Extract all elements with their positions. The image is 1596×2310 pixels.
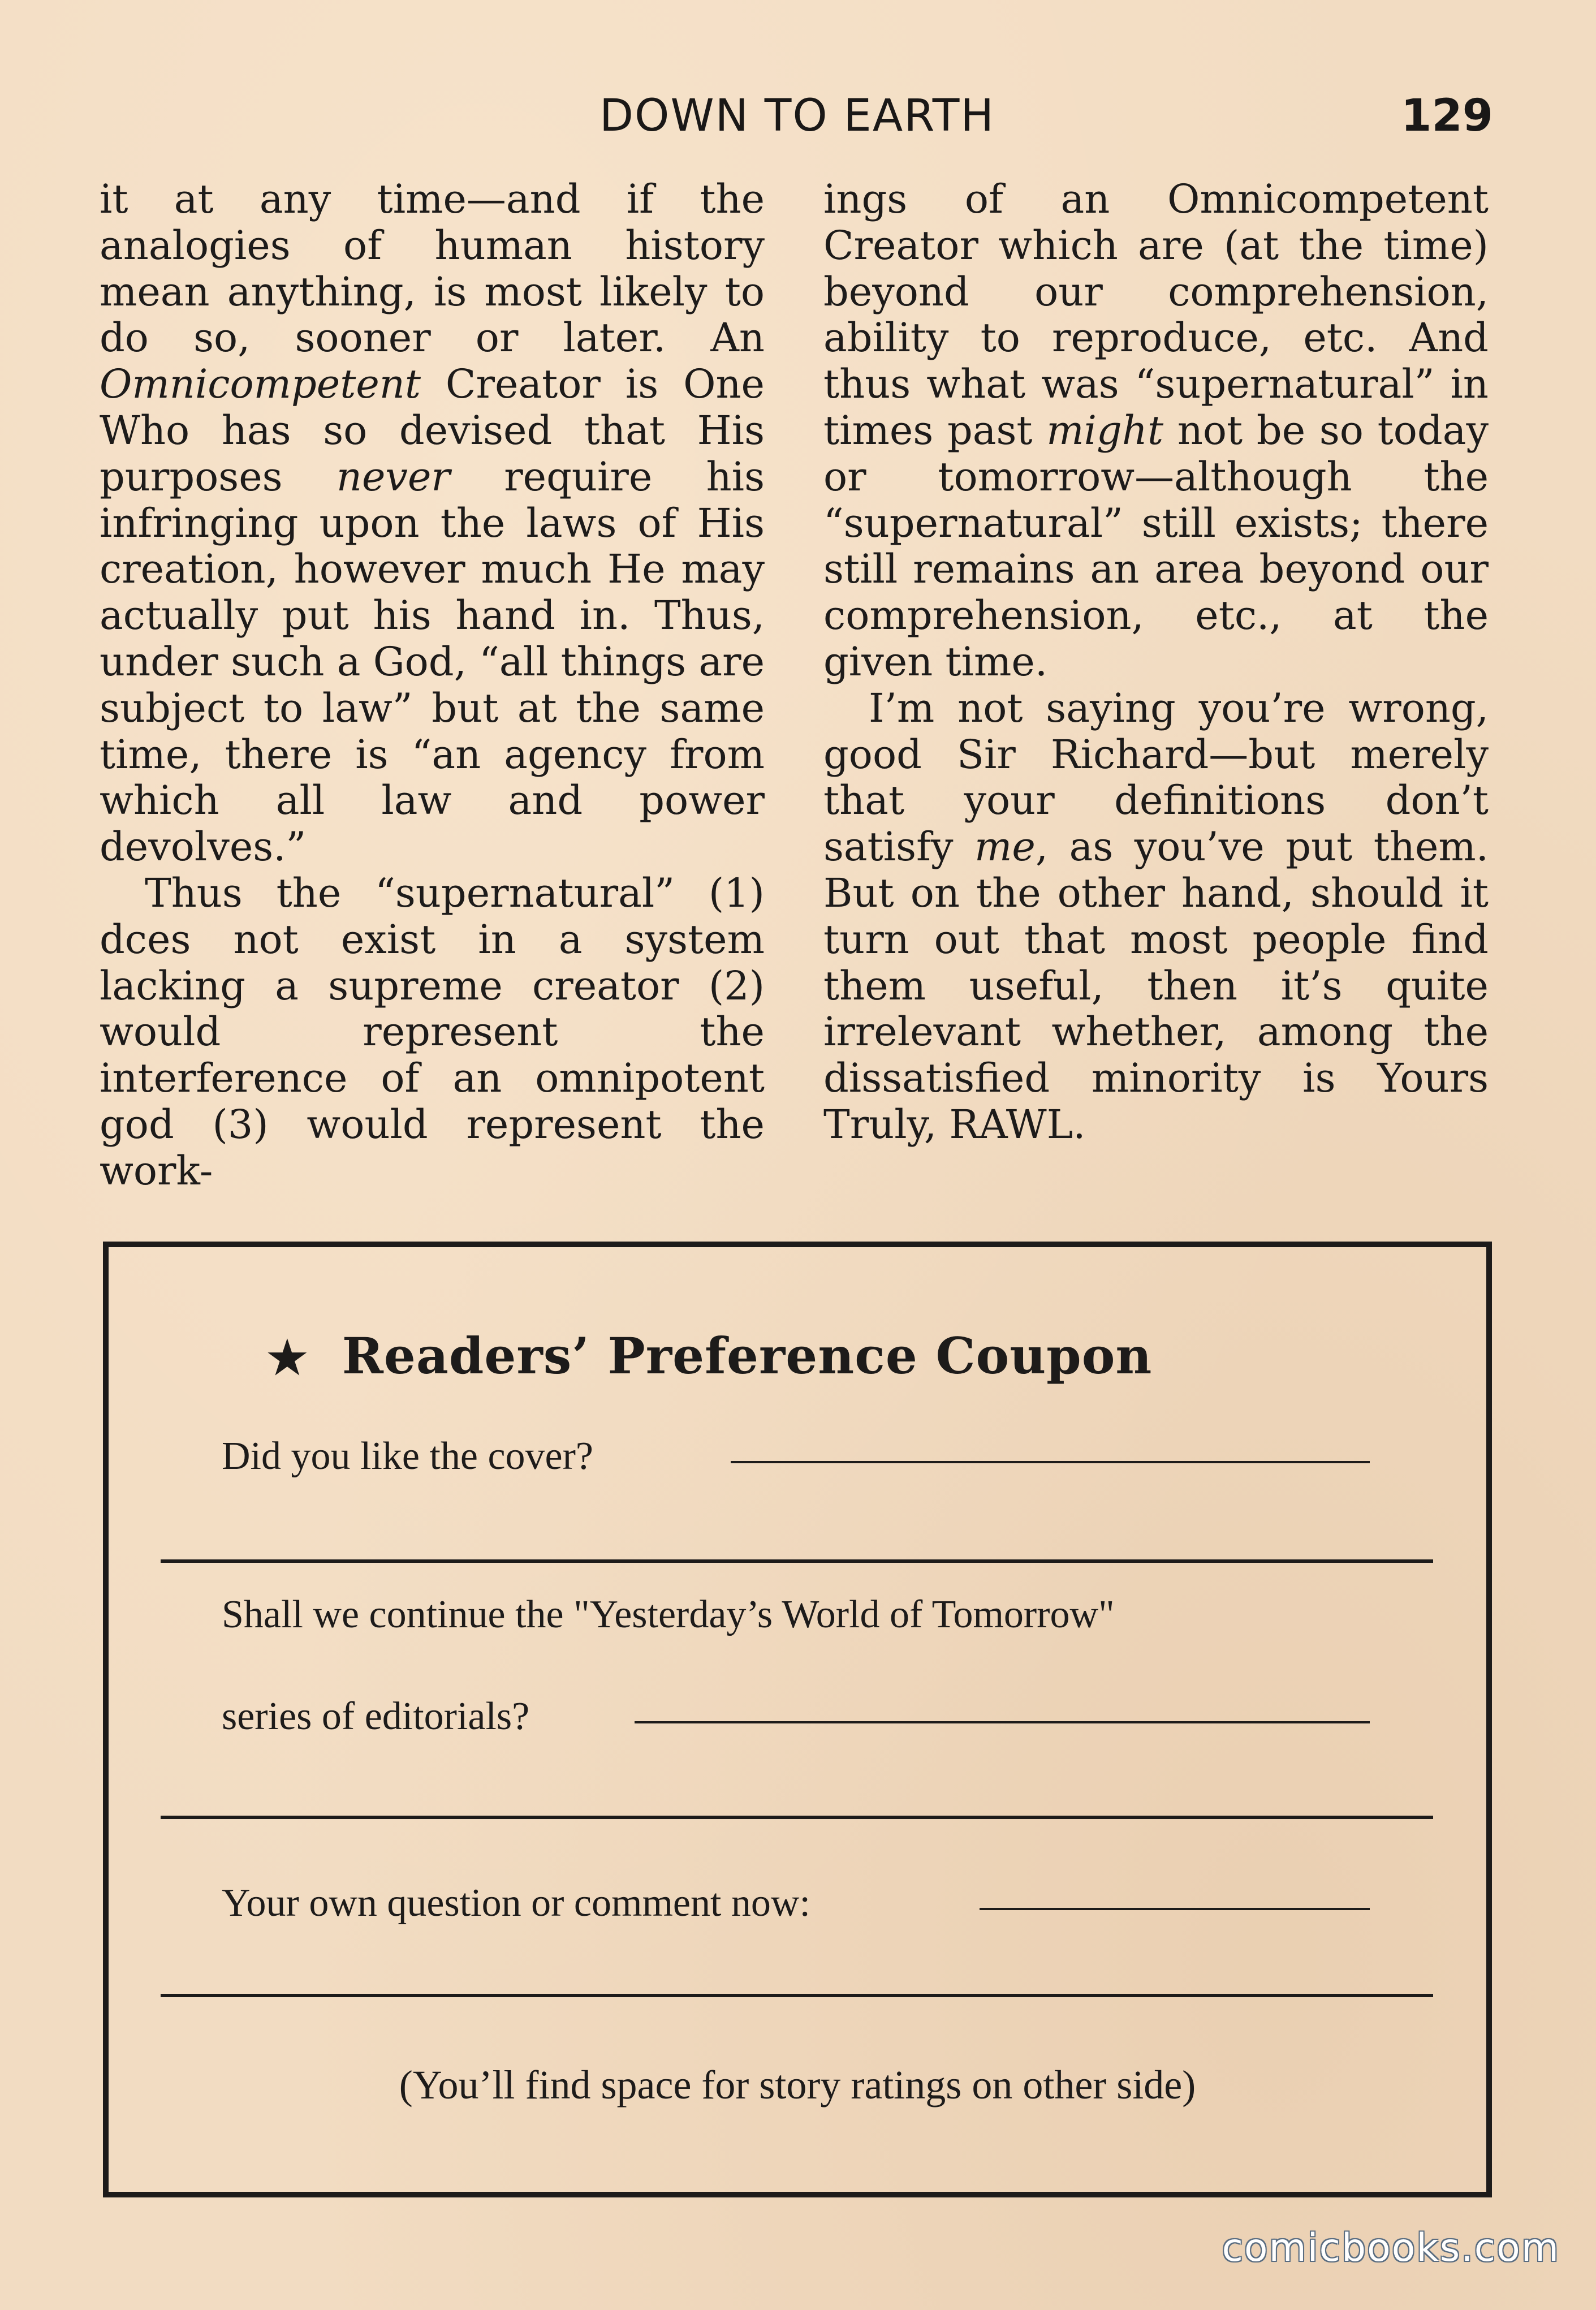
paragraph — [823, 686, 1489, 1148]
question-editorials: Shall we continue the "Yesterday’s World of Tomorrow" — [222, 1593, 1115, 1636]
question-comment: Your own question or comment now: — [222, 1881, 810, 1925]
text-run: Thus the “supernatural” (1) dces not exist in a system lacking a supreme creator (2) would represent the interference of an omnipotent god (3) would represent the work- — [100, 869, 765, 1194]
paragraph — [823, 176, 1489, 686]
text-run: it at any time—and if the analogies of human history mean anything, is most likely to do so, sooner or later. An — [100, 176, 765, 361]
running-title: DOWN TO EARTH — [599, 90, 995, 141]
italic-term: never — [336, 453, 450, 500]
readers-preference-coupon — [103, 1242, 1492, 2197]
question-cover: Did you like the cover? — [222, 1434, 594, 1478]
italic-term: me — [974, 824, 1036, 870]
answer-line-editorials-2[interactable] — [161, 1816, 1433, 1819]
text-run: , as you’ve put them. But on the other hand, should it turn out that most people find them useful, then it’s quite irrelevant whether, among the dissatisfied minority is Yours Truly, RAWL. — [823, 824, 1489, 1148]
watermark: comicbooks.com — [1222, 2226, 1560, 2270]
answer-line-cover[interactable] — [731, 1461, 1370, 1463]
page-number: 129 — [1401, 90, 1493, 141]
left-column — [100, 176, 765, 1195]
running-head — [0, 90, 1596, 147]
text-run: Creator is One Who has so devised that His purposes — [100, 361, 765, 500]
coupon-note: (You’ll find space for story ratings on other side) — [399, 2062, 1196, 2108]
coupon-title-text: Readers’ Preference Coupon — [342, 1326, 1153, 1385]
italic-term: Omnicompetent — [100, 361, 421, 408]
star-icon: ★ — [267, 1331, 308, 1384]
text-run: ings of an Omnicompetent Creator which are (at the time) beyond our comprehension, ability to reproduce, etc. And thus what was “supernatural” in times past — [823, 176, 1489, 454]
italic-term: might — [1046, 407, 1164, 454]
text-run: not be so today or tomorrow—although the “supernatural” still exists; there still remains an area beyond our comprehension, etc., at the given time. — [823, 407, 1489, 685]
answer-line-comment-2[interactable] — [161, 1994, 1433, 1997]
answer-line-editorials[interactable] — [635, 1721, 1370, 1723]
paragraph — [100, 870, 765, 1195]
answer-line-cover-2[interactable] — [161, 1559, 1433, 1563]
answer-line-comment[interactable] — [980, 1908, 1370, 1910]
right-column — [823, 176, 1489, 1148]
question-editorials-line2: series of editorials? — [222, 1695, 530, 1738]
text-run: require his infringing upon the laws of His creation, however much He may actually put his hand in. Thus, under such a God, “all things are subject to law” but at the same time, there is “an agency from which all law and power devolves.” — [100, 453, 765, 870]
text-run: I’m not saying you’re wrong, good Sir Richard—but merely that your definitions don’t satisfy — [823, 684, 1489, 870]
coupon-title — [267, 1326, 1152, 1385]
paragraph — [100, 176, 765, 870]
